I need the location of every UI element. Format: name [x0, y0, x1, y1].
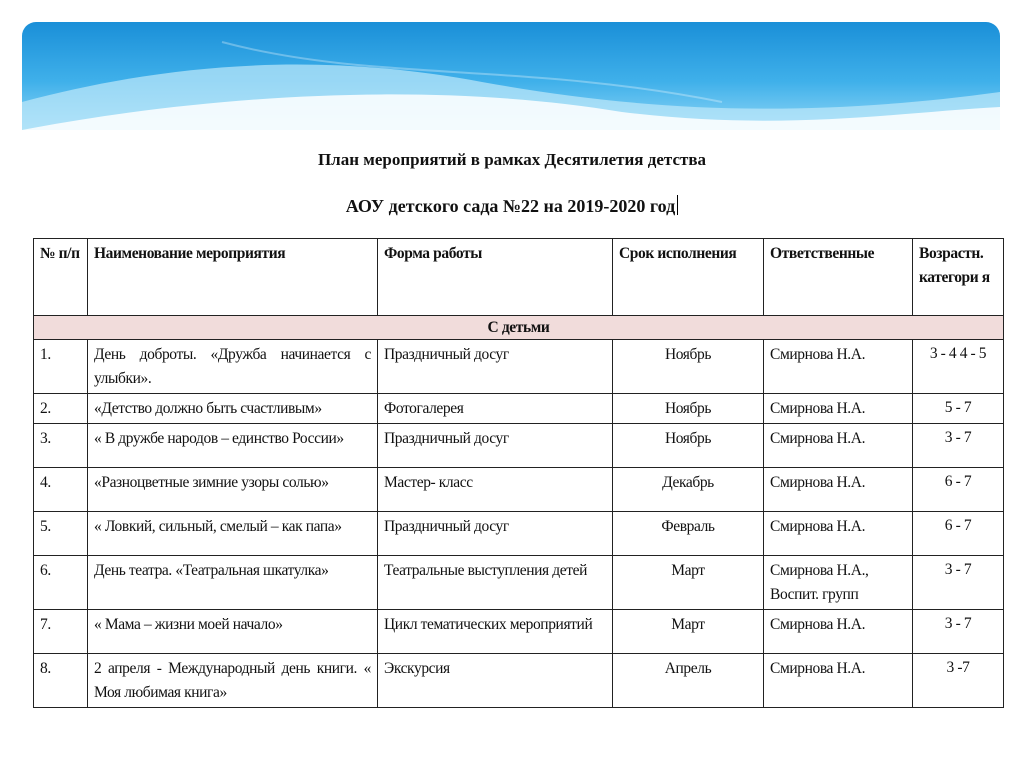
event-name: «Детство должно быть счастливым» [88, 394, 378, 424]
row-number: 3. [34, 424, 88, 468]
term: Февраль [613, 512, 764, 556]
text-cursor [677, 195, 678, 215]
age-category: 3 - 7 [913, 556, 1004, 610]
row-number: 2. [34, 394, 88, 424]
table-header-row [34, 239, 1004, 316]
row-number: 5. [34, 512, 88, 556]
table-row [34, 610, 1004, 654]
age-category: 5 - 7 [913, 394, 1004, 424]
section-row [34, 316, 1004, 340]
wave-decoration [22, 22, 1000, 130]
age-category: 3 - 7 [913, 610, 1004, 654]
header-age: Возрастн. категори я [913, 239, 1004, 316]
table-row [34, 512, 1004, 556]
term: Ноябрь [613, 340, 764, 394]
term: Апрель [613, 654, 764, 708]
work-form: Мастер- класс [378, 468, 613, 512]
term: Март [613, 556, 764, 610]
row-number: 1. [34, 340, 88, 394]
responsible: Смирнова Н.А. [764, 394, 913, 424]
responsible: Смирнова Н.А. [764, 468, 913, 512]
header-term: Срок исполнения [613, 239, 764, 316]
event-name: « В дружбе народов – единство России» [88, 424, 378, 468]
table-row [34, 394, 1004, 424]
work-form: Праздничный досуг [378, 512, 613, 556]
event-name: 2 апреля - Международный день книги. « Моя любимая книга» [88, 654, 378, 708]
table-row [34, 468, 1004, 512]
section-label: С детьми [34, 316, 1004, 340]
term: Ноябрь [613, 424, 764, 468]
responsible: Смирнова Н.А. [764, 424, 913, 468]
subtitle-text: АОУ детского сада №22 на 2019-2020 год [345, 196, 676, 216]
responsible: Смирнова Н.А. [764, 610, 913, 654]
event-name: День театра. «Театральная шкатулка» [88, 556, 378, 610]
header-name: Наименование мероприятия [88, 239, 378, 316]
row-number: 7. [34, 610, 88, 654]
work-form: Праздничный досуг [378, 424, 613, 468]
work-form: Экскурсия [378, 654, 613, 708]
table-row [34, 340, 1004, 394]
responsible: Смирнова Н.А. [764, 512, 913, 556]
header-number: № п/п [34, 239, 88, 316]
responsible: Смирнова Н.А., Воспит. групп [764, 556, 913, 610]
document-subtitle [0, 195, 1024, 217]
table-row [34, 556, 1004, 610]
events-table [33, 238, 1004, 708]
event-name: « Ловкий, сильный, смелый – как папа» [88, 512, 378, 556]
document-title: План мероприятий в рамках Десятилетия детства [317, 150, 707, 169]
responsible: Смирнова Н.А. [764, 654, 913, 708]
table-row [34, 654, 1004, 708]
row-number: 4. [34, 468, 88, 512]
event-name: «Разноцветные зимние узоры солью» [88, 468, 378, 512]
age-category: 6 - 7 [913, 468, 1004, 512]
term: Ноябрь [613, 394, 764, 424]
work-form: Праздничный досуг [378, 340, 613, 394]
work-form: Фотогалерея [378, 394, 613, 424]
header-banner [22, 22, 1000, 130]
row-number: 8. [34, 654, 88, 708]
responsible: Смирнова Н.А. [764, 340, 913, 394]
term: Март [613, 610, 764, 654]
event-name: День доброты. «Дружба начинается с улыбки». [88, 340, 378, 394]
age-category: 6 - 7 [913, 512, 1004, 556]
table-row [34, 424, 1004, 468]
age-category: 3 - 7 [913, 424, 1004, 468]
work-form: Цикл тематических мероприятий [378, 610, 613, 654]
row-number: 6. [34, 556, 88, 610]
age-category: 3 -7 [913, 654, 1004, 708]
header-responsible: Ответственные [764, 239, 913, 316]
age-category: 3 - 4 4 - 5 [913, 340, 1004, 394]
work-form: Театральные выступления детей [378, 556, 613, 610]
term: Декабрь [613, 468, 764, 512]
event-name: « Мама – жизни моей начало» [88, 610, 378, 654]
header-form: Форма работы [378, 239, 613, 316]
